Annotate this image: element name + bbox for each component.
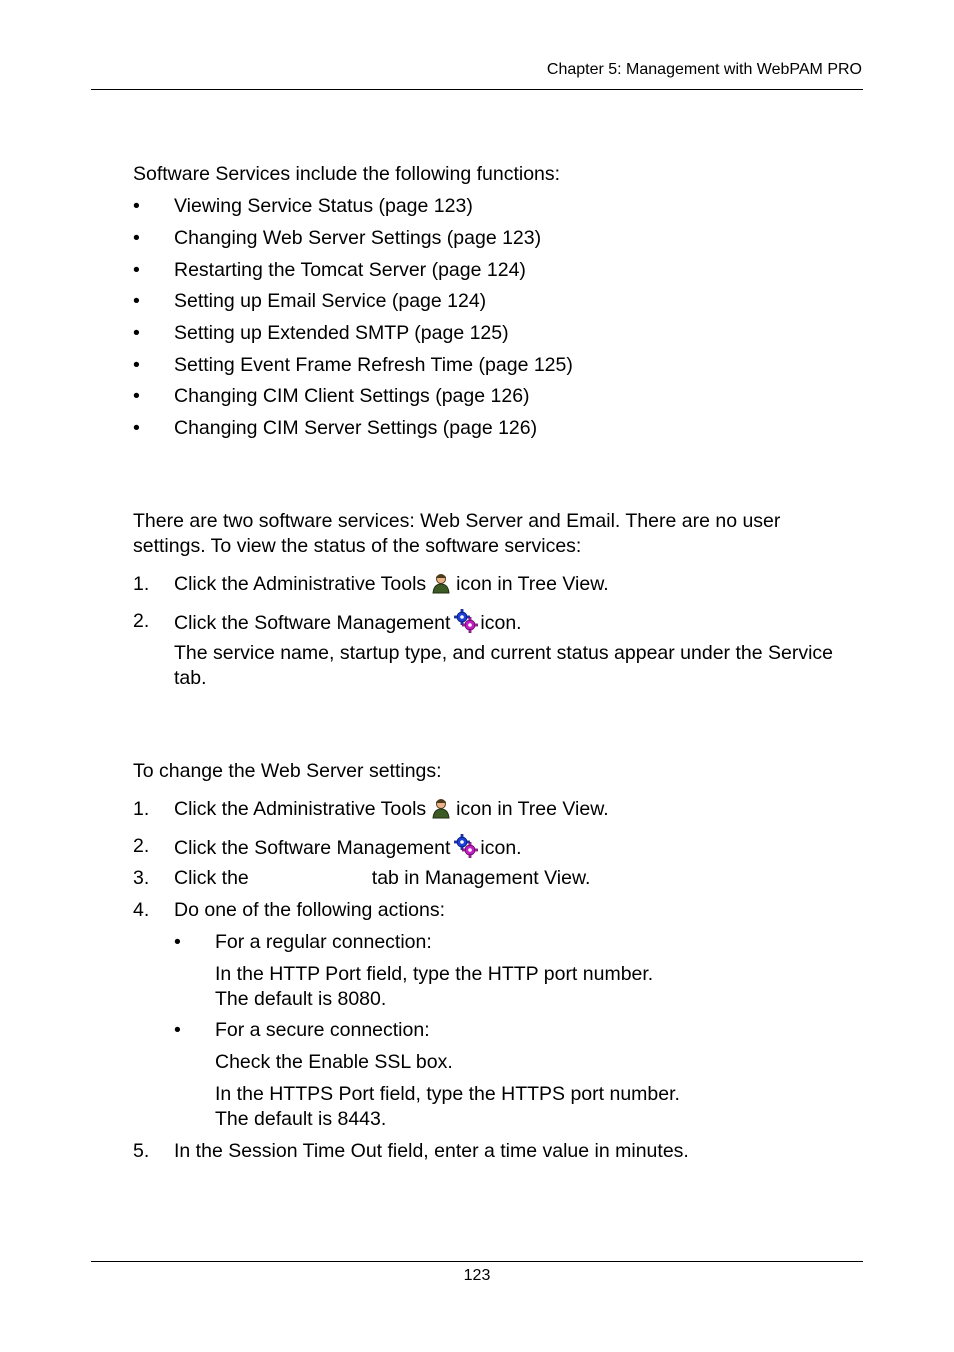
bullet-marker: • <box>133 195 140 217</box>
step-number: 5. <box>133 1140 150 1162</box>
administrative-tools-icon <box>430 572 452 594</box>
step-number: 3. <box>133 867 150 889</box>
list-item: Setting up Extended SMTP (page 125) <box>174 322 509 344</box>
step-text: Do one of the following actions: <box>174 899 446 921</box>
bullet-marker: • <box>133 417 140 439</box>
step-text-before: Click the Administrative Tools <box>174 573 427 595</box>
status-paragraph-line1: There are two software services: Web Server and Email. There are no user <box>133 510 781 532</box>
software-management-icon <box>454 834 476 856</box>
regular-connection-line2: The default is 8080. <box>215 988 387 1010</box>
step-text <box>174 797 609 821</box>
status-paragraph-line2: settings. To view the status of the software services: <box>133 535 582 557</box>
bullet-marker: • <box>133 385 140 407</box>
bullet-marker: • <box>133 227 140 249</box>
step-number: 1. <box>133 798 150 820</box>
bullet-marker: • <box>133 322 140 344</box>
step-number: 2. <box>133 610 150 632</box>
secure-connection-check: Check the Enable SSL box. <box>215 1051 453 1073</box>
step-text-after: icon. <box>480 837 522 859</box>
intro-text: Software Services include the following functions: <box>133 163 561 185</box>
webserver-intro: To change the Web Server settings: <box>133 760 442 782</box>
step-number: 1. <box>133 573 150 595</box>
list-item: Changing CIM Client Settings (page 126) <box>174 385 530 407</box>
header-rule <box>91 89 863 90</box>
step-number: 2. <box>133 835 150 857</box>
step-text-after: tab in Management View. <box>371 867 591 889</box>
step-text: In the Session Time Out field, enter a time value in minutes. <box>174 1140 689 1162</box>
step-number: 4. <box>133 899 150 921</box>
step-text <box>174 866 590 890</box>
list-item: Setting up Email Service (page 124) <box>174 290 487 312</box>
bullet-marker: • <box>133 290 140 312</box>
regular-connection-line1: In the HTTP Port field, type the HTTP port number. <box>215 963 654 985</box>
bullet-marker: • <box>133 354 140 376</box>
software-management-icon <box>454 609 476 631</box>
step-text <box>174 609 522 635</box>
list-item: Restarting the Tomcat Server (page 124) <box>174 259 526 281</box>
page-number: 123 <box>463 1267 491 1284</box>
secure-connection-label: For a secure connection: <box>215 1019 430 1041</box>
secure-connection-line2: The default is 8443. <box>215 1108 387 1130</box>
footer-rule <box>91 1261 863 1262</box>
bullet-marker: • <box>174 931 181 953</box>
list-item: Setting Event Frame Refresh Time (page 125) <box>174 354 573 376</box>
chapter-header: Chapter 5: Management with WebPAM PRO <box>546 61 862 78</box>
step-text-before: Click the Software Management <box>174 837 451 859</box>
list-item: Viewing Service Status (page 123) <box>174 195 473 217</box>
bullet-marker: • <box>174 1019 181 1041</box>
administrative-tools-icon <box>430 797 452 819</box>
status-note-line1: The service name, startup type, and current status appear under the Service <box>174 642 834 664</box>
secure-connection-line1: In the HTTPS Port field, type the HTTPS port number. <box>215 1083 680 1105</box>
regular-connection-label: For a regular connection: <box>215 931 432 953</box>
status-note-line2: tab. <box>174 667 207 689</box>
step-text-after: icon in Tree View. <box>456 573 609 595</box>
list-item: Changing CIM Server Settings (page 126) <box>174 417 538 439</box>
step-text-after: icon in Tree View. <box>456 798 609 820</box>
step-text-after: icon. <box>480 612 522 634</box>
step-text <box>174 834 522 860</box>
step-text-before: Click the <box>174 867 249 889</box>
step-text-before: Click the Software Management <box>174 612 451 634</box>
list-item: Changing Web Server Settings (page 123) <box>174 227 542 249</box>
bullet-marker: • <box>133 259 140 281</box>
step-text-before: Click the Administrative Tools <box>174 798 427 820</box>
step-text <box>174 572 609 596</box>
